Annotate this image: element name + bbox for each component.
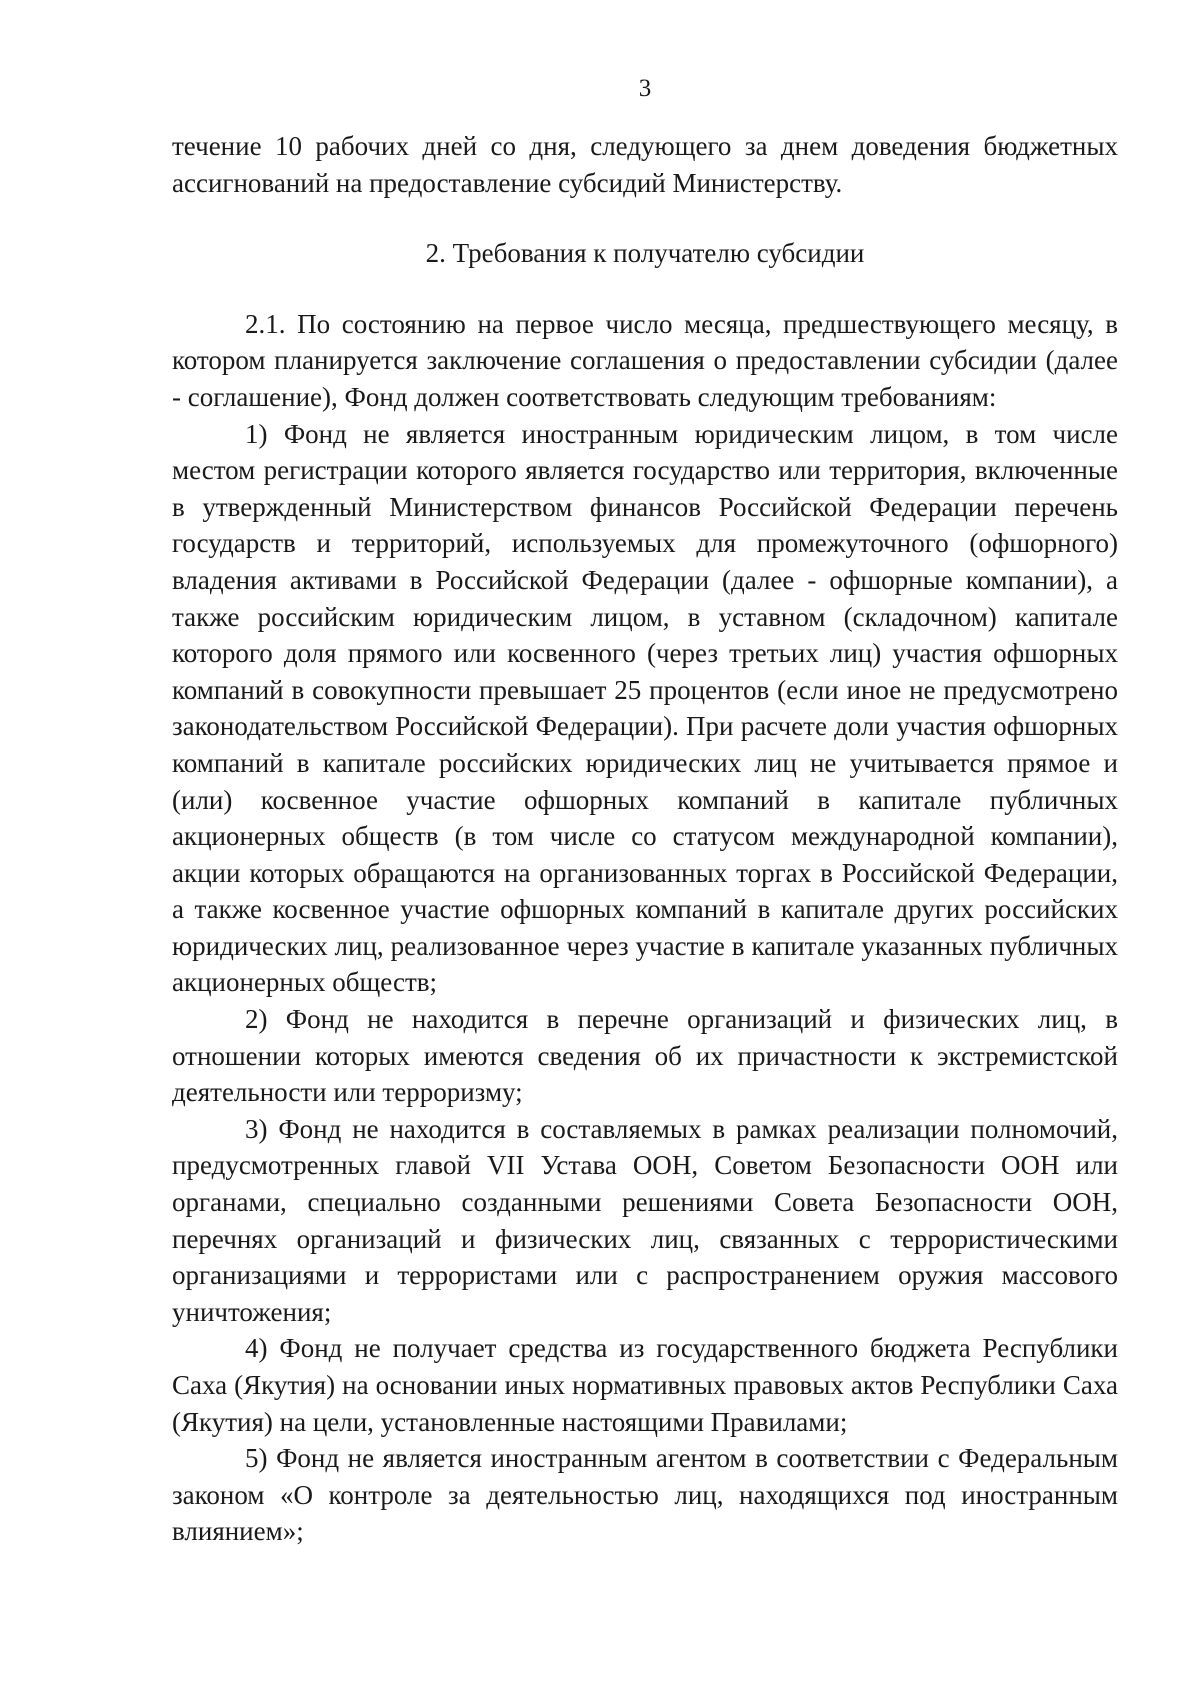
list-item-3: 3) Фонд не находится в составляемых в рамках реализации полномочий, предусмотренных главой VII Устава ООН, Советом Безопасности ООН или органами, специально созданными решениями Совета Безопасности ООН, перечнях организаций и физических лиц, связанных с террористическими организациями и террористами или с распространением оружия массового уничтожения; xyxy=(172,1113,1118,1327)
list-item-2: 2) Фонд не находится в перечне организаций и физических лиц, в отношении которых имеются сведения об их причастности к экстремистской деятельности или терроризму; xyxy=(172,1004,1118,1108)
document-body xyxy=(172,128,1118,1550)
clause-2-1: 2.1. По состоянию на первое число месяца, предшествующего месяцу, в котором планируется заключение соглашения о предоставлении субсидии (далее - соглашение), Фонд должен соответствовать следующим требованиям: xyxy=(172,308,1118,412)
intro-paragraph: течение 10 рабочих дней со дня, следующего за днем доведения бюджетных ассигнований на предоставление субсидий Министерству. xyxy=(172,131,1118,198)
page-number: 3 xyxy=(638,75,652,102)
section-heading: 2. Требования к получателю субсидии xyxy=(425,238,865,269)
list-item-4: 4) Фонд не получает средства из государственного бюджета Республики Саха (Якутия) на основании иных нормативных правовых актов Республики Саха (Якутия) на цели, установленные настоящими Правилами; xyxy=(172,1333,1118,1437)
list-item-1: 1) Фонд не является иностранным юридическим лицом, в том числе местом регистрации которого является государство или территория, включенные в утвержденный Министерством финансов Российской Федерации перечень государств и территорий, используемых для промежуточного (офшорного) владения активами в Российской Федерации (далее - офшорные компании), а также российским юридическим лицом, в уставном (складочном) капитале которого доля прямого или косвенного (через третьих лиц) участия офшорных компаний в совокупности превышает 25 процентов (если иное не предусмотрено законодательством Российской Федерации). При расчете доли участия офшорных компаний в капитале российских юридических лиц не учитывается прямое и (или) косвенное участие офшорных компаний в капитале публичных акционерных обществ (в том числе со статусом международной компании), акции которых обращаются на организованных торгах в Российской Федерации, а также косвенное участие офшорных компаний в капитале других российских юридических лиц, реализованное через участие в капитале указанных публичных акционерных обществ; xyxy=(172,418,1118,998)
list-item-5: 5) Фонд не является иностранным агентом в соответствии с Федеральным законом «О контроле за деятельностью лиц, находящихся под иностранным влиянием»; xyxy=(172,1443,1118,1547)
